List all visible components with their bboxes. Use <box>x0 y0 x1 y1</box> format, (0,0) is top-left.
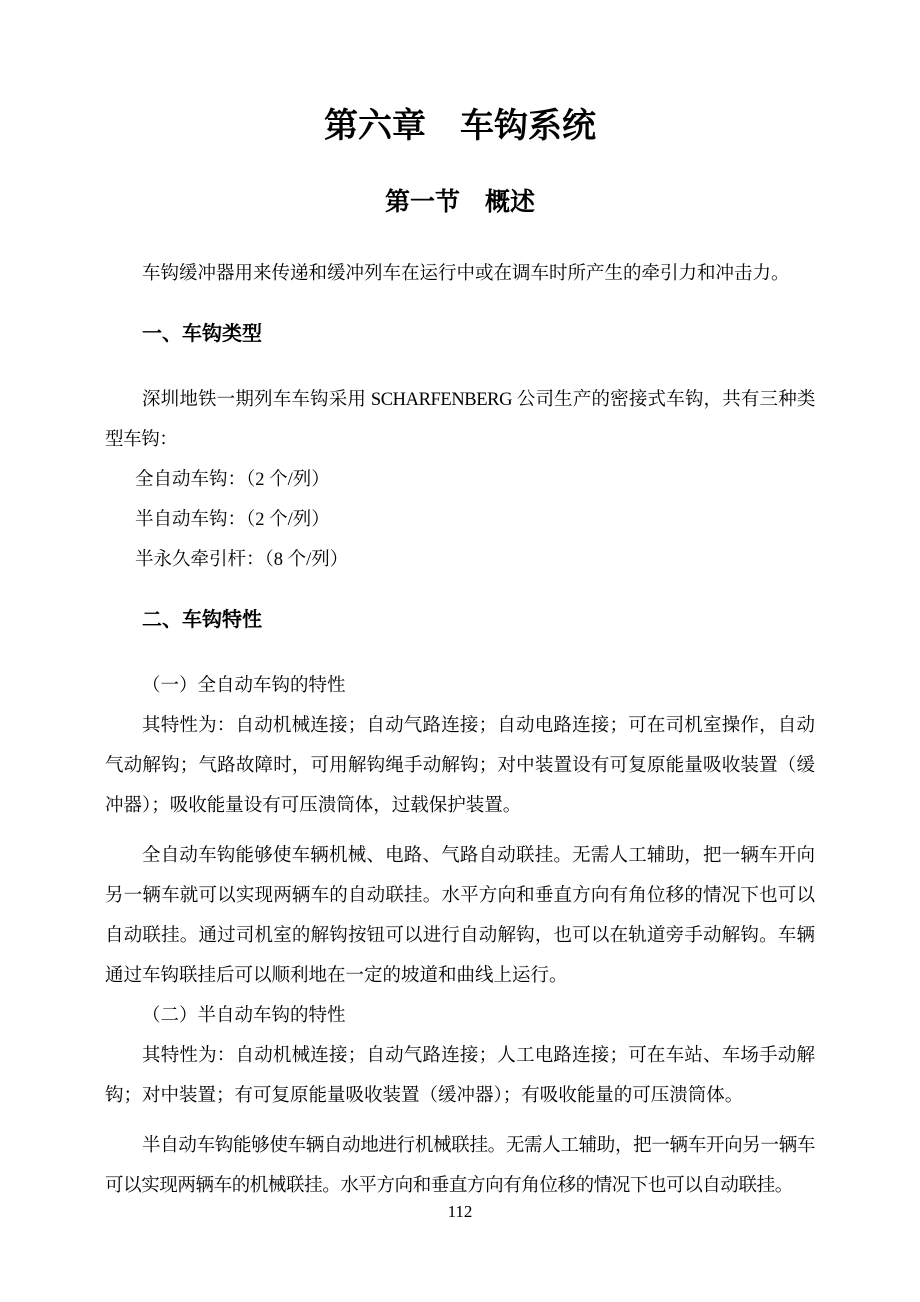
list-item-semi-permanent-drawbar: 半永久牵引杆：（8 个/列） <box>135 550 349 570</box>
subheading-semi-automatic-characteristics: （二）半自动车钩的特性 <box>142 1006 346 1026</box>
paragraph-fully-automatic-features: 其特性为：自动机械连接；自动气路连接；自动电路连接；可在司机室操作，自动气动解钩；气路故障时，可用解钩绳手动解钩；对中装置设有可复原能量吸收装置（缓冲器）；吸收能量设有可压溃筒体，过载保护装置。 <box>105 716 815 816</box>
heading-coupler-types: 一、车钩类型 <box>142 323 262 345</box>
coupler-type-list <box>105 460 815 580</box>
paragraph-semi-automatic-features: 其特性为：自动机械连接；自动气路连接；人工电路连接；可在车站、车场手动解钩；对中装置；有可复原能量吸收装置（缓冲器）；有吸收能量的可压溃筒体。 <box>105 1046 815 1106</box>
paragraph-coupler-types-intro: 深圳地铁一期列车车钩采用 SCHARFENBERG 公司生产的密接式车钩，共有三种类型车钩： <box>105 390 815 450</box>
page-number: 112 <box>447 1202 473 1221</box>
chapter-title: 第六章 车钩系统 <box>324 108 596 145</box>
intro-paragraph: 车钩缓冲器用来传递和缓冲列车在运行中或在调车时所产生的牵引力和冲击力。 <box>142 264 790 284</box>
list-item-semi-automatic-coupler: 半自动车钩：（2 个/列） <box>135 510 330 530</box>
list-item-fully-automatic-coupler: 全自动车钩：（2 个/列） <box>135 470 330 490</box>
paragraph-semi-automatic-description: 半自动车钩能够使车辆自动地进行机械联挂。无需人工辅助，把一辆车开向另一辆车可以实现两辆车的机械联挂。水平方向和垂直方向有角位移的情况下也可以自动联挂。 <box>105 1136 815 1196</box>
paragraph-fully-automatic-description: 全自动车钩能够使车辆机械、电路、气路自动联挂。无需人工辅助，把一辆车开向另一辆车就可以实现两辆车的自动联挂。水平方向和垂直方向有角位移的情况下也可以自动联挂。通过司机室的解钩按钮可以进行自动解钩，也可以在轨道旁手动解钩。车辆通过车钩联挂后可以顺利地在一定的坡道和曲线上运行。 <box>105 846 815 986</box>
section-title: 第一节 概述 <box>384 189 535 216</box>
subheading-fully-automatic-characteristics: （一）全自动车钩的特性 <box>142 676 346 696</box>
heading-coupler-characteristics: 二、车钩特性 <box>142 609 262 631</box>
